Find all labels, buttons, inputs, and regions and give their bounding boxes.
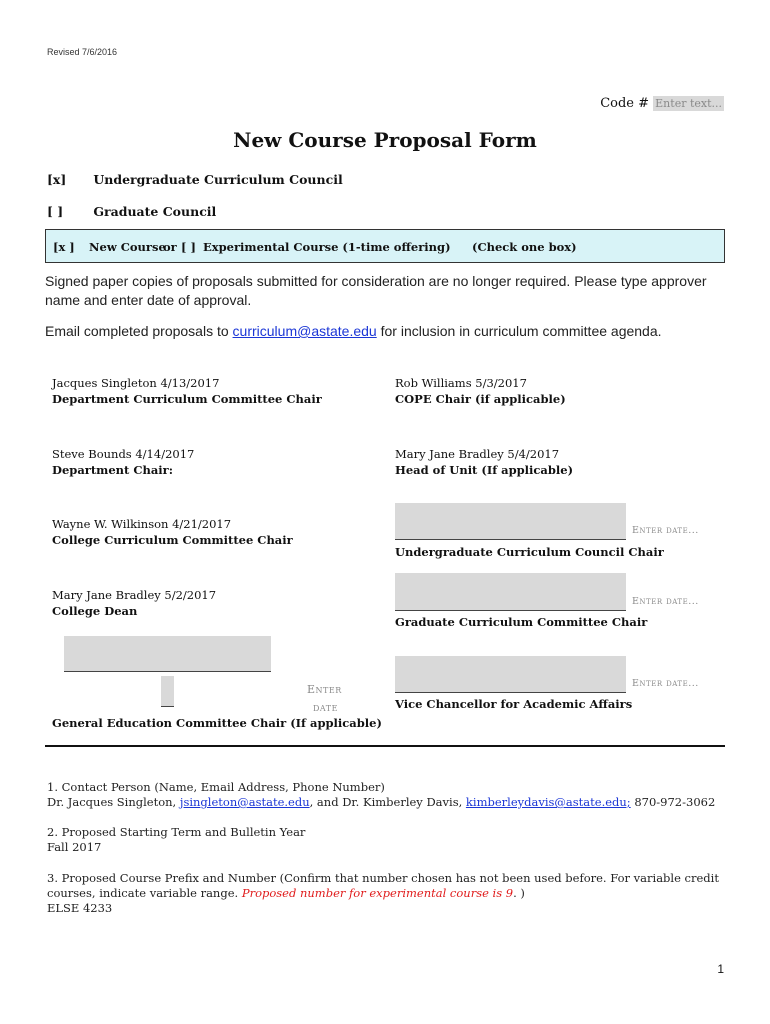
council-label: Graduate Council: [93, 204, 217, 219]
gcc-date-field[interactable]: Enter date...: [632, 596, 699, 607]
approval-head-unit: [395, 446, 573, 478]
approval-vcaa: [395, 696, 632, 712]
course-type-box: [45, 229, 725, 263]
approver-role: Department Chair:: [52, 463, 173, 477]
council-option-undergraduate[interactable]: [47, 172, 343, 187]
item-starting-term: [47, 825, 727, 855]
date-placeholder: Enter: [307, 683, 342, 696]
experimental-course-checkbox[interactable]: [ ]: [181, 240, 196, 254]
approval-dept-curriculum: [52, 375, 322, 407]
contact-phone: 870-972-3062: [630, 795, 716, 809]
approver-role: Head of Unit (If applicable): [395, 463, 574, 477]
item-label: [47, 871, 727, 901]
approval-dept-chair: [52, 446, 194, 478]
vcaa-signature-field[interactable]: [395, 656, 626, 693]
date-placeholder: date: [313, 701, 338, 714]
approver-name[interactable]: Mary Jane Bradley 5/4/2017: [395, 447, 560, 461]
approval-gcc: [395, 614, 647, 630]
approval-college-curriculum: [52, 516, 293, 548]
approver-role: Graduate Curriculum Committee Chair: [395, 615, 648, 629]
approver-role: College Curriculum Committee Chair: [52, 533, 293, 547]
approval-cope: [395, 375, 566, 407]
experimental-course-label: Experimental Course (1-time offering): [203, 240, 451, 254]
prefix-instructions-end: . ): [513, 886, 525, 900]
council-checkbox[interactable]: [ ]: [47, 204, 64, 219]
approver-name[interactable]: Wayne W. Wilkinson 4/21/2017: [52, 517, 232, 531]
gcc-signature-field[interactable]: [395, 573, 626, 611]
code-label: Code #: [600, 96, 650, 111]
course-code: [600, 96, 724, 111]
vcaa-date-field[interactable]: Enter date...: [632, 678, 699, 689]
contact-email-link-1[interactable]: jsingleton@astate.edu: [179, 795, 310, 809]
item-course-prefix: [47, 871, 727, 916]
item-value[interactable]: ELSE 4233: [47, 901, 113, 915]
council-label: Undergraduate Curriculum Council: [93, 172, 343, 187]
page-number: 1: [717, 962, 724, 976]
approver-name[interactable]: Rob Williams 5/3/2017: [395, 376, 527, 390]
experimental-number-note: Proposed number for experimental course is 9: [241, 886, 514, 900]
gen-ed-signature-field[interactable]: [64, 636, 271, 672]
approver-role: General Education Committee Chair (If applicable): [52, 716, 382, 730]
or-label: or: [163, 240, 177, 254]
council-checkbox[interactable]: [x]: [47, 172, 67, 187]
approver-name[interactable]: Jacques Singleton 4/13/2017: [52, 376, 220, 390]
gen-ed-date-field[interactable]: [307, 681, 342, 717]
item-label: 2. Proposed Starting Term and Bulletin Year: [47, 825, 306, 839]
email-instruction: [45, 322, 725, 341]
revised-date: Revised 7/6/2016: [47, 47, 118, 57]
council-option-graduate[interactable]: [47, 204, 216, 219]
approver-role: Department Curriculum Committee Chair: [52, 392, 322, 406]
item-contact-person: [47, 780, 727, 810]
approver-role: Vice Chancellor for Academic Affairs: [395, 697, 633, 711]
gen-ed-signature-field-continued[interactable]: [161, 676, 174, 707]
approver-role: COPE Chair (if applicable): [395, 392, 566, 406]
email-text: Email completed proposals to: [45, 323, 233, 339]
approver-role: Undergraduate Curriculum Council Chair: [395, 545, 664, 559]
signature-notice: Signed paper copies of proposals submitted for consideration are no longer required. Please type approver name and enter date of approval.: [45, 273, 707, 308]
approval-ugcc: [395, 544, 664, 560]
form-title: New Course Proposal Form: [233, 128, 537, 152]
email-text-after: for inclusion in curriculum committee agenda.: [376, 323, 662, 339]
ugcc-date-field[interactable]: Enter date...: [632, 525, 699, 536]
new-course-checkbox[interactable]: [x ]: [53, 240, 75, 254]
new-course-label: New Course: [89, 240, 166, 254]
ugcc-signature-field[interactable]: [395, 503, 626, 540]
check-one-note: (Check one box): [472, 240, 577, 254]
contact-email-link-2[interactable]: kimberleydavis@astate.edu;: [465, 795, 631, 809]
prefix-instructions: 3. Proposed Course Prefix and Number (Confirm that number chosen has not been used before. For variable credit courses, indicate variable range.: [47, 871, 719, 900]
item-value: [47, 795, 727, 810]
contact-text: Dr. Jacques Singleton,: [47, 795, 180, 809]
curriculum-email-link[interactable]: curriculum@astate.edu: [232, 323, 377, 339]
approver-name[interactable]: Mary Jane Bradley 5/2/2017: [52, 588, 217, 602]
code-input[interactable]: Enter text...: [655, 97, 722, 110]
approver-role: College Dean: [52, 604, 138, 618]
section-divider: [45, 745, 725, 747]
approval-college-dean: [52, 587, 216, 619]
item-value[interactable]: Fall 2017: [47, 840, 102, 854]
approval-gen-ed: [52, 715, 382, 731]
item-label: 1. Contact Person (Name, Email Address, Phone Number): [47, 780, 385, 794]
contact-text-mid: , and Dr. Kimberley Davis,: [309, 795, 466, 809]
approver-name[interactable]: Steve Bounds 4/14/2017: [52, 447, 195, 461]
